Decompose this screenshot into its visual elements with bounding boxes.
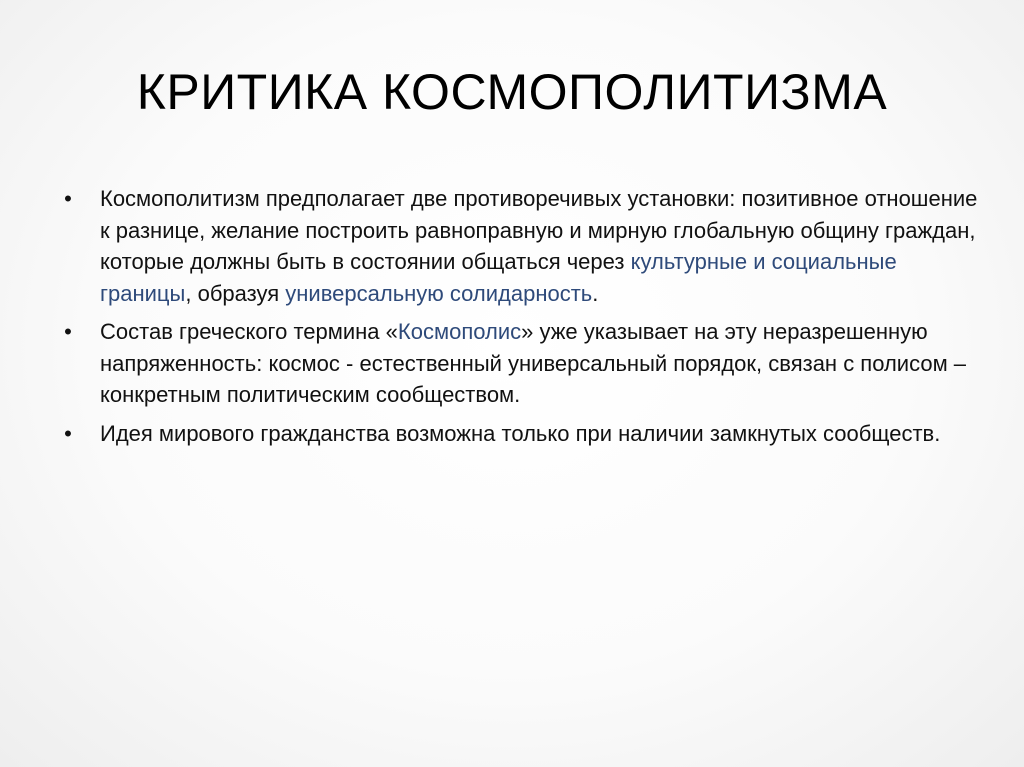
bullet-icon: • — [64, 186, 72, 211]
bullet-icon: • — [64, 420, 72, 446]
bullet-icon: • — [64, 319, 72, 344]
slide-title: КРИТИКА КОСМОПОЛИТИЗМА — [136, 64, 888, 120]
hyperlink-universal-solidarity[interactable]: универсальную солидарность — [285, 280, 593, 306]
bullet-list — [60, 183, 980, 456]
bullet-text: Идея мирового гражданства возможна только при наличии замкнутых сообществ. — [100, 420, 941, 446]
hyperlink-cultural-borders[interactable]: культурные и социальные границы — [100, 249, 897, 306]
bullet-text: , образуя — [185, 280, 286, 306]
hyperlink-kosmopolis[interactable]: Космополис — [397, 319, 522, 344]
bullet-text: . — [592, 280, 599, 306]
bullet-text: » уже указывает на эту неразрешенную напряженность: космос - естественный универсальный порядок, связан с полисом – конкретным политическим сообществом. — [100, 319, 967, 407]
bullet-text: Состав греческого термина « — [100, 319, 398, 344]
bullet-item — [60, 183, 980, 309]
bullet-text: Космополитизм предполагает две противоречивых установки: позитивное отношение к разнице, желание построить равноправную и мирную глобальную общину граждан, которые должны быть в состоянии общаться через — [100, 186, 978, 274]
bullet-item — [60, 316, 980, 411]
bullet-item — [60, 418, 980, 450]
